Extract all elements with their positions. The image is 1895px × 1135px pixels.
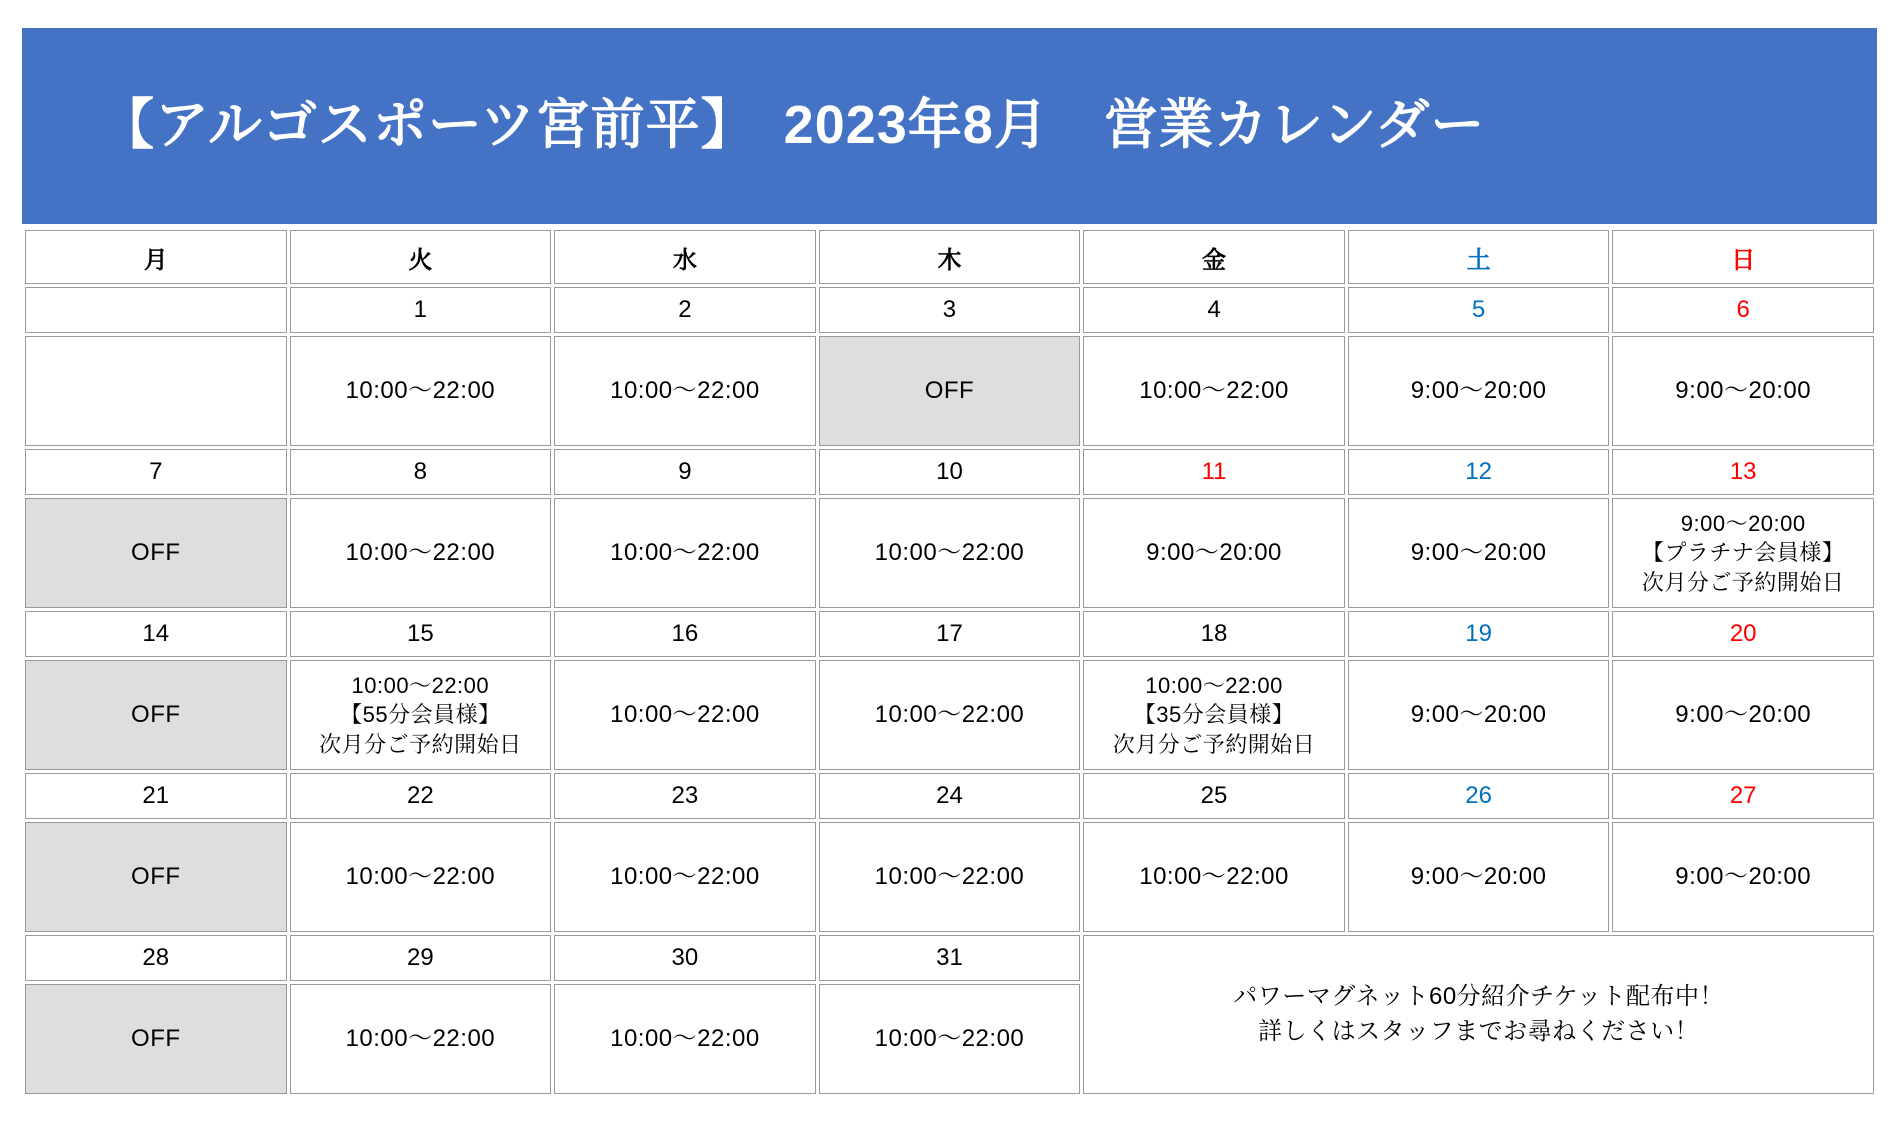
hours-28: OFF [25, 984, 287, 1094]
hours-29: 10:00〜22:00 [290, 984, 552, 1094]
daynum-18: 18 [1083, 611, 1345, 657]
daynum-24: 24 [819, 773, 1081, 819]
week-2-daynum-row [25, 449, 1874, 495]
hours-30: 10:00〜22:00 [554, 984, 816, 1094]
weekday-header-row [25, 230, 1874, 284]
daynum-26: 26 [1348, 773, 1610, 819]
hours-12: 9:00〜20:00 [1348, 498, 1610, 608]
hours-27: 9:00〜20:00 [1612, 822, 1874, 932]
week-4-daynum-row [25, 773, 1874, 819]
week-3-daynum-row [25, 611, 1874, 657]
daynum-2: 2 [554, 287, 816, 333]
daynum-7: 7 [25, 449, 287, 495]
daynum-14: 14 [25, 611, 287, 657]
week-1-daynum-row [25, 287, 1874, 333]
daynum-13: 13 [1612, 449, 1874, 495]
daynum-11: 11 [1083, 449, 1345, 495]
daynum-19: 19 [1348, 611, 1610, 657]
hours-21: OFF [25, 822, 287, 932]
hours-13 [1612, 498, 1874, 608]
week-2-hours-row [25, 498, 1874, 608]
week-1-hours-row [25, 336, 1874, 446]
daynum-15: 15 [290, 611, 552, 657]
daynum-17: 17 [819, 611, 1081, 657]
daynum-12: 12 [1348, 449, 1610, 495]
hours-empty [25, 336, 287, 446]
weekday-header-wed: 水 [554, 230, 816, 284]
hours-8: 10:00〜22:00 [290, 498, 552, 608]
hours-6: 9:00〜20:00 [1612, 336, 1874, 446]
hours-23: 10:00〜22:00 [554, 822, 816, 932]
hours-7: OFF [25, 498, 287, 608]
hours-18 [1083, 660, 1345, 770]
daynum-empty [25, 287, 287, 333]
daynum-22: 22 [290, 773, 552, 819]
weekday-header-sun: 日 [1612, 230, 1874, 284]
weekday-header-fri: 金 [1083, 230, 1345, 284]
hours-10: 10:00〜22:00 [819, 498, 1081, 608]
business-hours-calendar [22, 227, 1877, 1097]
hours-11: 9:00〜20:00 [1083, 498, 1345, 608]
hours-13-detail: 9:00〜20:00 【プラチナ会員様】 次月分ご予約開始日 [1641, 510, 1845, 595]
daynum-20: 20 [1612, 611, 1874, 657]
daynum-1: 1 [290, 287, 552, 333]
hours-9: 10:00〜22:00 [554, 498, 816, 608]
daynum-8: 8 [290, 449, 552, 495]
hours-2: 10:00〜22:00 [554, 336, 816, 446]
hours-3: OFF [819, 336, 1081, 446]
daynum-3: 3 [819, 287, 1081, 333]
promo-notice: パワーマグネット60分紹介チケット配布中！ 詳しくはスタッフまでお尋ねください！ [1083, 935, 1874, 1094]
hours-24: 10:00〜22:00 [819, 822, 1081, 932]
daynum-31: 31 [819, 935, 1081, 981]
daynum-29: 29 [290, 935, 552, 981]
hours-5: 9:00〜20:00 [1348, 336, 1610, 446]
week-5-daynum-row [25, 935, 1874, 981]
hours-20: 9:00〜20:00 [1612, 660, 1874, 770]
daynum-30: 30 [554, 935, 816, 981]
daynum-27: 27 [1612, 773, 1874, 819]
hours-26: 9:00〜20:00 [1348, 822, 1610, 932]
daynum-5: 5 [1348, 287, 1610, 333]
daynum-4: 4 [1083, 287, 1345, 333]
calendar-container [22, 28, 1877, 1097]
week-3-hours-row [25, 660, 1874, 770]
weekday-header-sat: 土 [1348, 230, 1610, 284]
hours-4: 10:00〜22:00 [1083, 336, 1345, 446]
hours-1: 10:00〜22:00 [290, 336, 552, 446]
hours-18-detail: 10:00〜22:00 【35分会員様】 次月分ご予約開始日 [1112, 672, 1316, 757]
page-title: 【アルゴスポーツ宮前平】 2023年8月 営業カレンダー [100, 95, 1486, 156]
hours-16: 10:00〜22:00 [554, 660, 816, 770]
hours-19: 9:00〜20:00 [1348, 660, 1610, 770]
daynum-23: 23 [554, 773, 816, 819]
weekday-header-thu: 木 [819, 230, 1081, 284]
hours-15-detail: 10:00〜22:00 【55分会員様】 次月分ご予約開始日 [319, 672, 522, 757]
daynum-16: 16 [554, 611, 816, 657]
daynum-21: 21 [25, 773, 287, 819]
calendar-title-bar [22, 28, 1877, 224]
daynum-6: 6 [1612, 287, 1874, 333]
weekday-header-mon: 月 [25, 230, 287, 284]
weekday-header-tue: 火 [290, 230, 552, 284]
daynum-28: 28 [25, 935, 287, 981]
daynum-9: 9 [554, 449, 816, 495]
hours-22: 10:00〜22:00 [290, 822, 552, 932]
hours-17: 10:00〜22:00 [819, 660, 1081, 770]
hours-25: 10:00〜22:00 [1083, 822, 1345, 932]
week-4-hours-row [25, 822, 1874, 932]
hours-14: OFF [25, 660, 287, 770]
hours-15 [290, 660, 552, 770]
hours-31: 10:00〜22:00 [819, 984, 1081, 1094]
daynum-25: 25 [1083, 773, 1345, 819]
daynum-10: 10 [819, 449, 1081, 495]
